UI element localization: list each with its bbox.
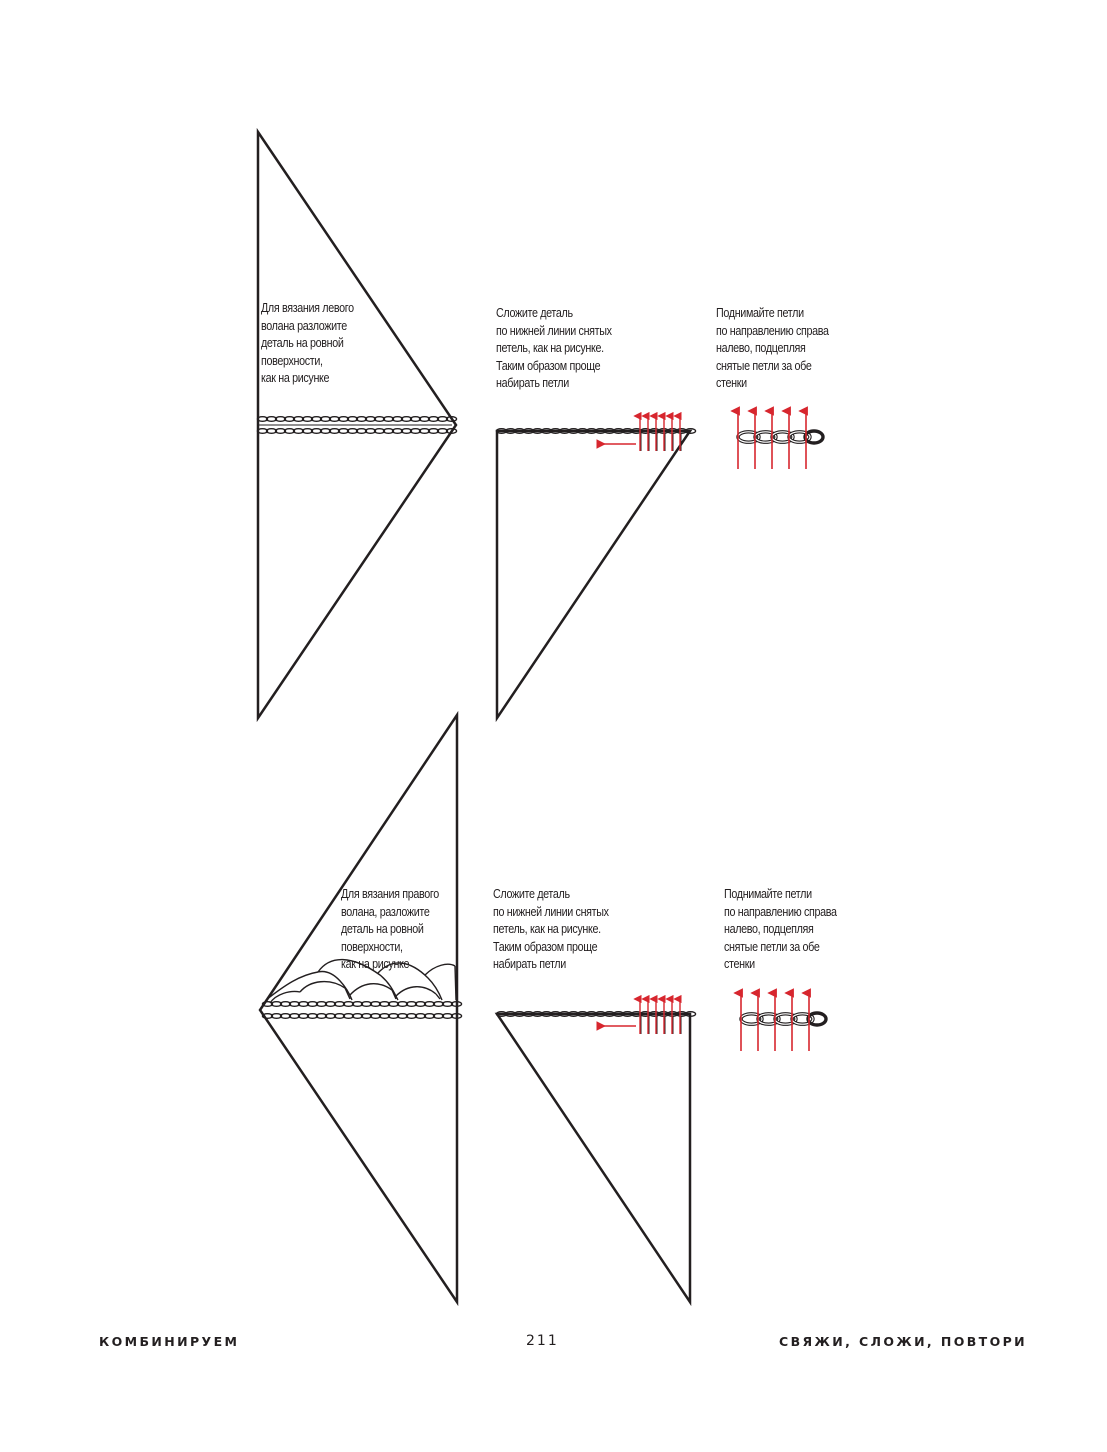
caption-line: как на рисунке [261, 371, 330, 385]
caption-line: петель, как на рисунке. [496, 341, 604, 355]
footer-section-title: КОМБИНИРУЕМ [99, 1334, 240, 1349]
caption-line: петель, как на рисунке. [493, 922, 601, 936]
caption-line: стенки [724, 957, 755, 971]
caption-line: Сложите деталь [493, 887, 570, 901]
caption-line: как на рисунке [341, 957, 410, 971]
chain-end-loop [808, 1013, 826, 1025]
caption-line: по нижней линии снятых [493, 904, 609, 919]
caption-line: снятые петли за обе [716, 358, 812, 373]
caption-top-left [261, 300, 354, 388]
caption-line: волана, разложите [341, 904, 430, 919]
caption-line: поверхности, [261, 353, 323, 368]
footer-book-title: СВЯЖИ, СЛОЖИ, ПОВТОРИ [779, 1334, 1028, 1349]
caption-line: Поднимайте петли [724, 887, 812, 901]
caption-line: по нижней линии снятых [496, 323, 612, 338]
folded-piece-diagram-top [497, 431, 690, 718]
right-ruffle-layout-diagram [260, 715, 457, 1302]
caption-line: налево, подцепляя [716, 341, 806, 355]
caption-line: деталь на ровной [261, 336, 344, 350]
caption-line: Поднимайте петли [716, 306, 804, 320]
caption-line: снятые петли за обе [724, 939, 820, 954]
caption-top-middle [496, 305, 612, 393]
caption-line: Сложите деталь [496, 306, 573, 320]
caption-line: Таким образом проще [493, 939, 598, 954]
caption-line: деталь на ровной [341, 922, 424, 936]
caption-line: по направлению справа [724, 904, 837, 919]
caption-line: стенки [716, 376, 747, 390]
caption-line: Таким образом проще [496, 358, 601, 373]
caption-line: Для вязания левого [261, 301, 354, 315]
caption-bottom-middle [493, 886, 609, 974]
caption-line: набирать петли [496, 376, 569, 390]
stitch-detail-bottom-right [741, 993, 826, 1051]
folded-piece-diagram-bottom [497, 1014, 690, 1302]
caption-line: поверхности, [341, 939, 403, 954]
stitch-detail-top-right [738, 411, 823, 469]
page-number: 211 [526, 1333, 559, 1349]
caption-bottom-left [341, 886, 439, 974]
caption-top-right [716, 305, 829, 393]
stitch-chain-bottom-left [262, 1002, 461, 1019]
caption-line: налево, подцепляя [724, 922, 814, 936]
caption-bottom-right [724, 886, 837, 974]
chain-end-loop [805, 431, 823, 443]
caption-line: Для вязания правого [341, 887, 439, 901]
stitch-chain-top-left [257, 417, 456, 434]
caption-line: набирать петли [493, 957, 566, 971]
caption-line: по направлению справа [716, 323, 829, 338]
caption-line: волана разложите [261, 318, 347, 333]
